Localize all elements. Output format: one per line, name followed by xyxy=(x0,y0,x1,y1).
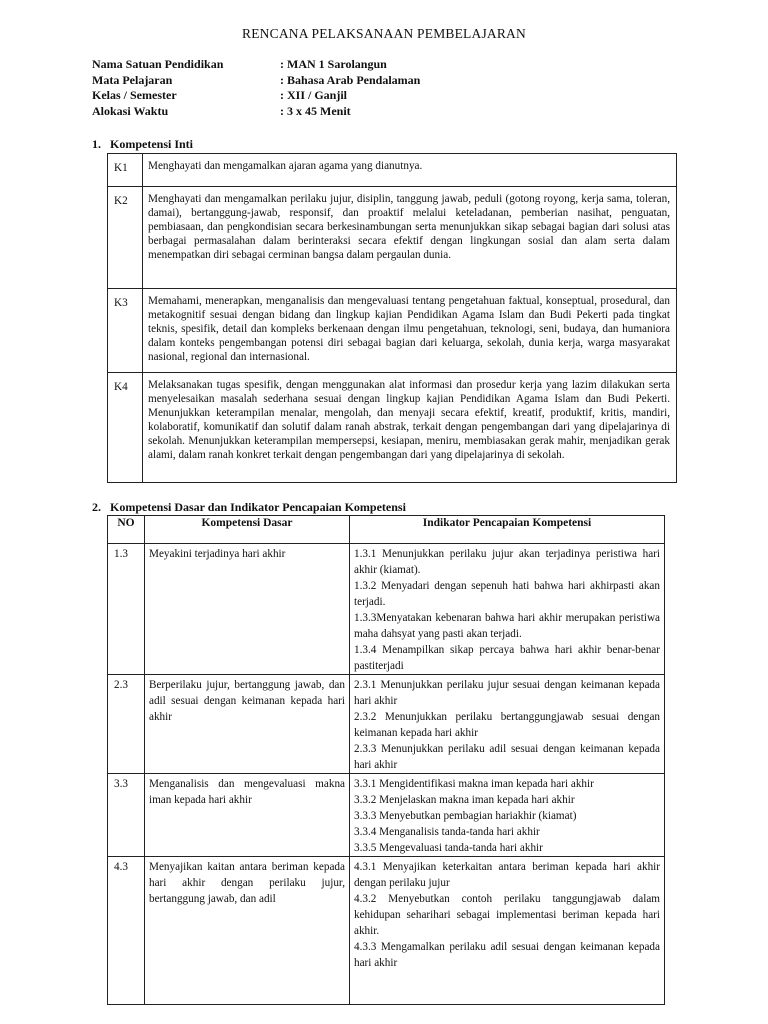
kd-number: 3.3 xyxy=(108,774,145,857)
kompetensi-inti-table xyxy=(107,153,677,483)
section-number: 1. xyxy=(92,137,101,151)
ki-description: Menghayati dan mengamalkan perilaku jujur, disiplin, tanggung jawab, peduli (gotong royong, kerja sama, toleran, damai), bertanggung-jawab, responsif, dan proaktif melalui keteladanan, pemberian nasihat, penguatan, pembiasaan, dan pengkondisian secara berkesinambungan serta menunjukkan sikap sebagai bagian dari solusi atas berbagai permasalahan dalam berinteraksi secara efektif dengan lingkungan sosial dan alam serta dalam menempatkan diri sebagai cerminan bangsa dalam pergaulan dunia. xyxy=(143,187,677,289)
info-value: : 3 x 45 Menit xyxy=(280,103,351,118)
kd-text: Menganalisis dan mengevaluasi makna iman kepada hari akhir xyxy=(145,774,350,857)
info-label: Alokasi Waktu xyxy=(92,103,169,118)
indicator-item: 1.3.1 Menunjukkan perilaku jujur akan terjadinya peristiwa hari akhir (kiamat). xyxy=(354,548,660,576)
kd-number: 1.3 xyxy=(108,544,145,675)
ki-description: Memahami, menerapkan, menganalisis dan mengevaluasi tentang pengetahuan faktual, konseptual, prosedural, dan metakognitif sesuai dengan bidang dan lingkup kajian Pendidikan Agama Islam dan Budi Pekerti pada tingkat teknis, spesifik, detail dan kompleks berkenaan dengan ilmu pengetahuan, teknologi, seni, budaya, dan humaniora dalam konteks pengembangan potensi diri sebagai bagian dari keluarga, sekolah, dunia kerja, warga masyarakat nasional, regional dan internasional. xyxy=(143,289,677,373)
section-title: Kompetensi Inti xyxy=(110,137,194,151)
column-header-kd: Kompetensi Dasar xyxy=(145,516,350,544)
section-number: 2. xyxy=(92,500,101,514)
section-title: Kompetensi Dasar dan Indikator Pencapaian Kompetensi xyxy=(110,500,406,514)
info-label: Nama Satuan Pendidikan xyxy=(92,57,224,71)
kd-text: Berperilaku jujur, bertanggung jawab, dan adil sesuai dengan keimanan kepada hari akhir xyxy=(145,675,350,774)
indicator-item: 2.3.1 Menunjukkan perilaku jujur sesuai dengan keimanan kepada hari akhir xyxy=(354,679,660,707)
table-row xyxy=(108,154,677,187)
indicator-item: 3.3.3 Menyebutkan pembagian hariakhir (kiamat) xyxy=(354,810,577,822)
info-label: Mata Pelajaran xyxy=(92,72,173,87)
column-header-indicator: Indikator Pencapaian Kompetensi xyxy=(350,516,665,544)
table-row xyxy=(108,774,665,857)
indicator-item: 4.3.3 Mengamalkan perilaku adil sesuai dengan keimanan kepada hari akhir xyxy=(354,941,660,969)
info-row-class xyxy=(92,88,692,104)
kd-number: 2.3 xyxy=(108,675,145,774)
indicator-item: 3.3.5 Mengevaluasi tanda-tanda hari akhir xyxy=(354,842,543,854)
indicator-cell xyxy=(350,675,665,774)
section-2-heading xyxy=(92,500,406,514)
info-row-school xyxy=(92,57,692,73)
indicator-cell xyxy=(350,544,665,675)
indicator-item: 3.3.2 Menjelaskan makna iman kepada hari akhir xyxy=(354,794,575,806)
section-1-heading xyxy=(92,137,193,151)
page-title: RENCANA PELAKSANAAN PEMBELAJARAN xyxy=(242,26,526,41)
indicator-item: 1.3.3Menyatakan kebenaran bahwa hari akhir merupakan peristiwa maha dahsyat yang pasti akan terjadi. xyxy=(354,612,660,640)
info-label: Kelas / Semester xyxy=(92,88,177,102)
ki-code: K1 xyxy=(108,154,143,187)
kompetensi-dasar-table xyxy=(107,515,665,1005)
table-row xyxy=(108,675,665,774)
indicator-cell xyxy=(350,774,665,857)
table-row xyxy=(108,373,677,483)
info-row-subject xyxy=(92,73,692,89)
table-row xyxy=(108,857,665,1005)
indicator-item: 2.3.3 Menunjukkan perilaku adil sesuai dengan keimanan kepada hari akhir xyxy=(354,743,660,771)
indicator-item: 4.3.2 Menyebutkan contoh perilaku tanggungjawab dalam kehidupan seharihari sebagai implementasi beriman kepada hari akhir. xyxy=(354,893,660,937)
ki-code: K3 xyxy=(108,289,143,373)
table-header-row xyxy=(108,516,665,544)
kd-text: Meyakini terjadinya hari akhir xyxy=(145,544,350,675)
ki-description: Melaksanakan tugas spesifik, dengan menggunakan alat informasi dan prosedur kerja yang lazim dilakukan serta menyelesaikan masalah sederhana sesuai dengan lingkup kajian Pendidikan Agama Islam dan Budi Pekerti. Menunjukkan keterampilan menalar, mengolah, dan menyaji secara efektif, kreatif, produktif, kritis, mandiri, kolaboratif, komunikatif dan solutif dalam ranah abstrak, terkait dengan pengembangan dari yang dipelajarinya di sekolah. Menunjukkan keterampilan mempersepsi, kesiapan, meniru, membiasakan gerak mahir, menjadikan gerak alami, dalam ranah konkret terkait dengan pengembangan dari yang dipelajarinya di sekolah. xyxy=(143,373,677,483)
ki-code: K4 xyxy=(108,373,143,483)
table-row xyxy=(108,289,677,373)
indicator-item: 1.3.2 Menyadari dengan sepenuh hati bahwa hari akhirpasti akan terjadi. xyxy=(354,580,660,608)
kd-text: Menyajikan kaitan antara beriman kepada hari akhir dengan perilaku jujur, bertanggung jawab, dan adil xyxy=(145,857,350,1005)
indicator-item: 4.3.1 Menyajikan keterkaitan antara beriman kepada hari akhir dengan perilaku jujur xyxy=(354,861,660,889)
indicator-cell xyxy=(350,857,665,1005)
indicator-item: 1.3.4 Menampilkan sikap percaya bahwa hari akhir benar-benar pastiterjadi xyxy=(354,644,660,672)
table-row xyxy=(108,187,677,289)
indicator-item: 3.3.1 Mengidentifikasi makna iman kepada hari akhir xyxy=(354,778,594,790)
indicator-item: 2.3.2 Menunjukkan perilaku bertanggungjawab sesuai dengan keimanan kepada hari akhir xyxy=(354,711,660,739)
info-value: : XII / Ganjil xyxy=(280,88,348,102)
identity-block xyxy=(92,57,692,119)
indicator-item: 3.3.4 Menganalisis tanda-tanda hari akhir xyxy=(354,826,540,838)
info-row-time xyxy=(92,104,692,120)
info-value: : Bahasa Arab Pendalaman xyxy=(280,72,421,87)
ki-code: K2 xyxy=(108,187,143,289)
ki-description: Menghayati dan mengamalkan ajaran agama yang dianutnya. xyxy=(143,154,677,187)
table-row xyxy=(108,544,665,675)
kd-number: 4.3 xyxy=(108,857,145,1005)
info-value: : MAN 1 Sarolangun xyxy=(280,57,387,71)
column-header-no: NO xyxy=(108,516,145,544)
